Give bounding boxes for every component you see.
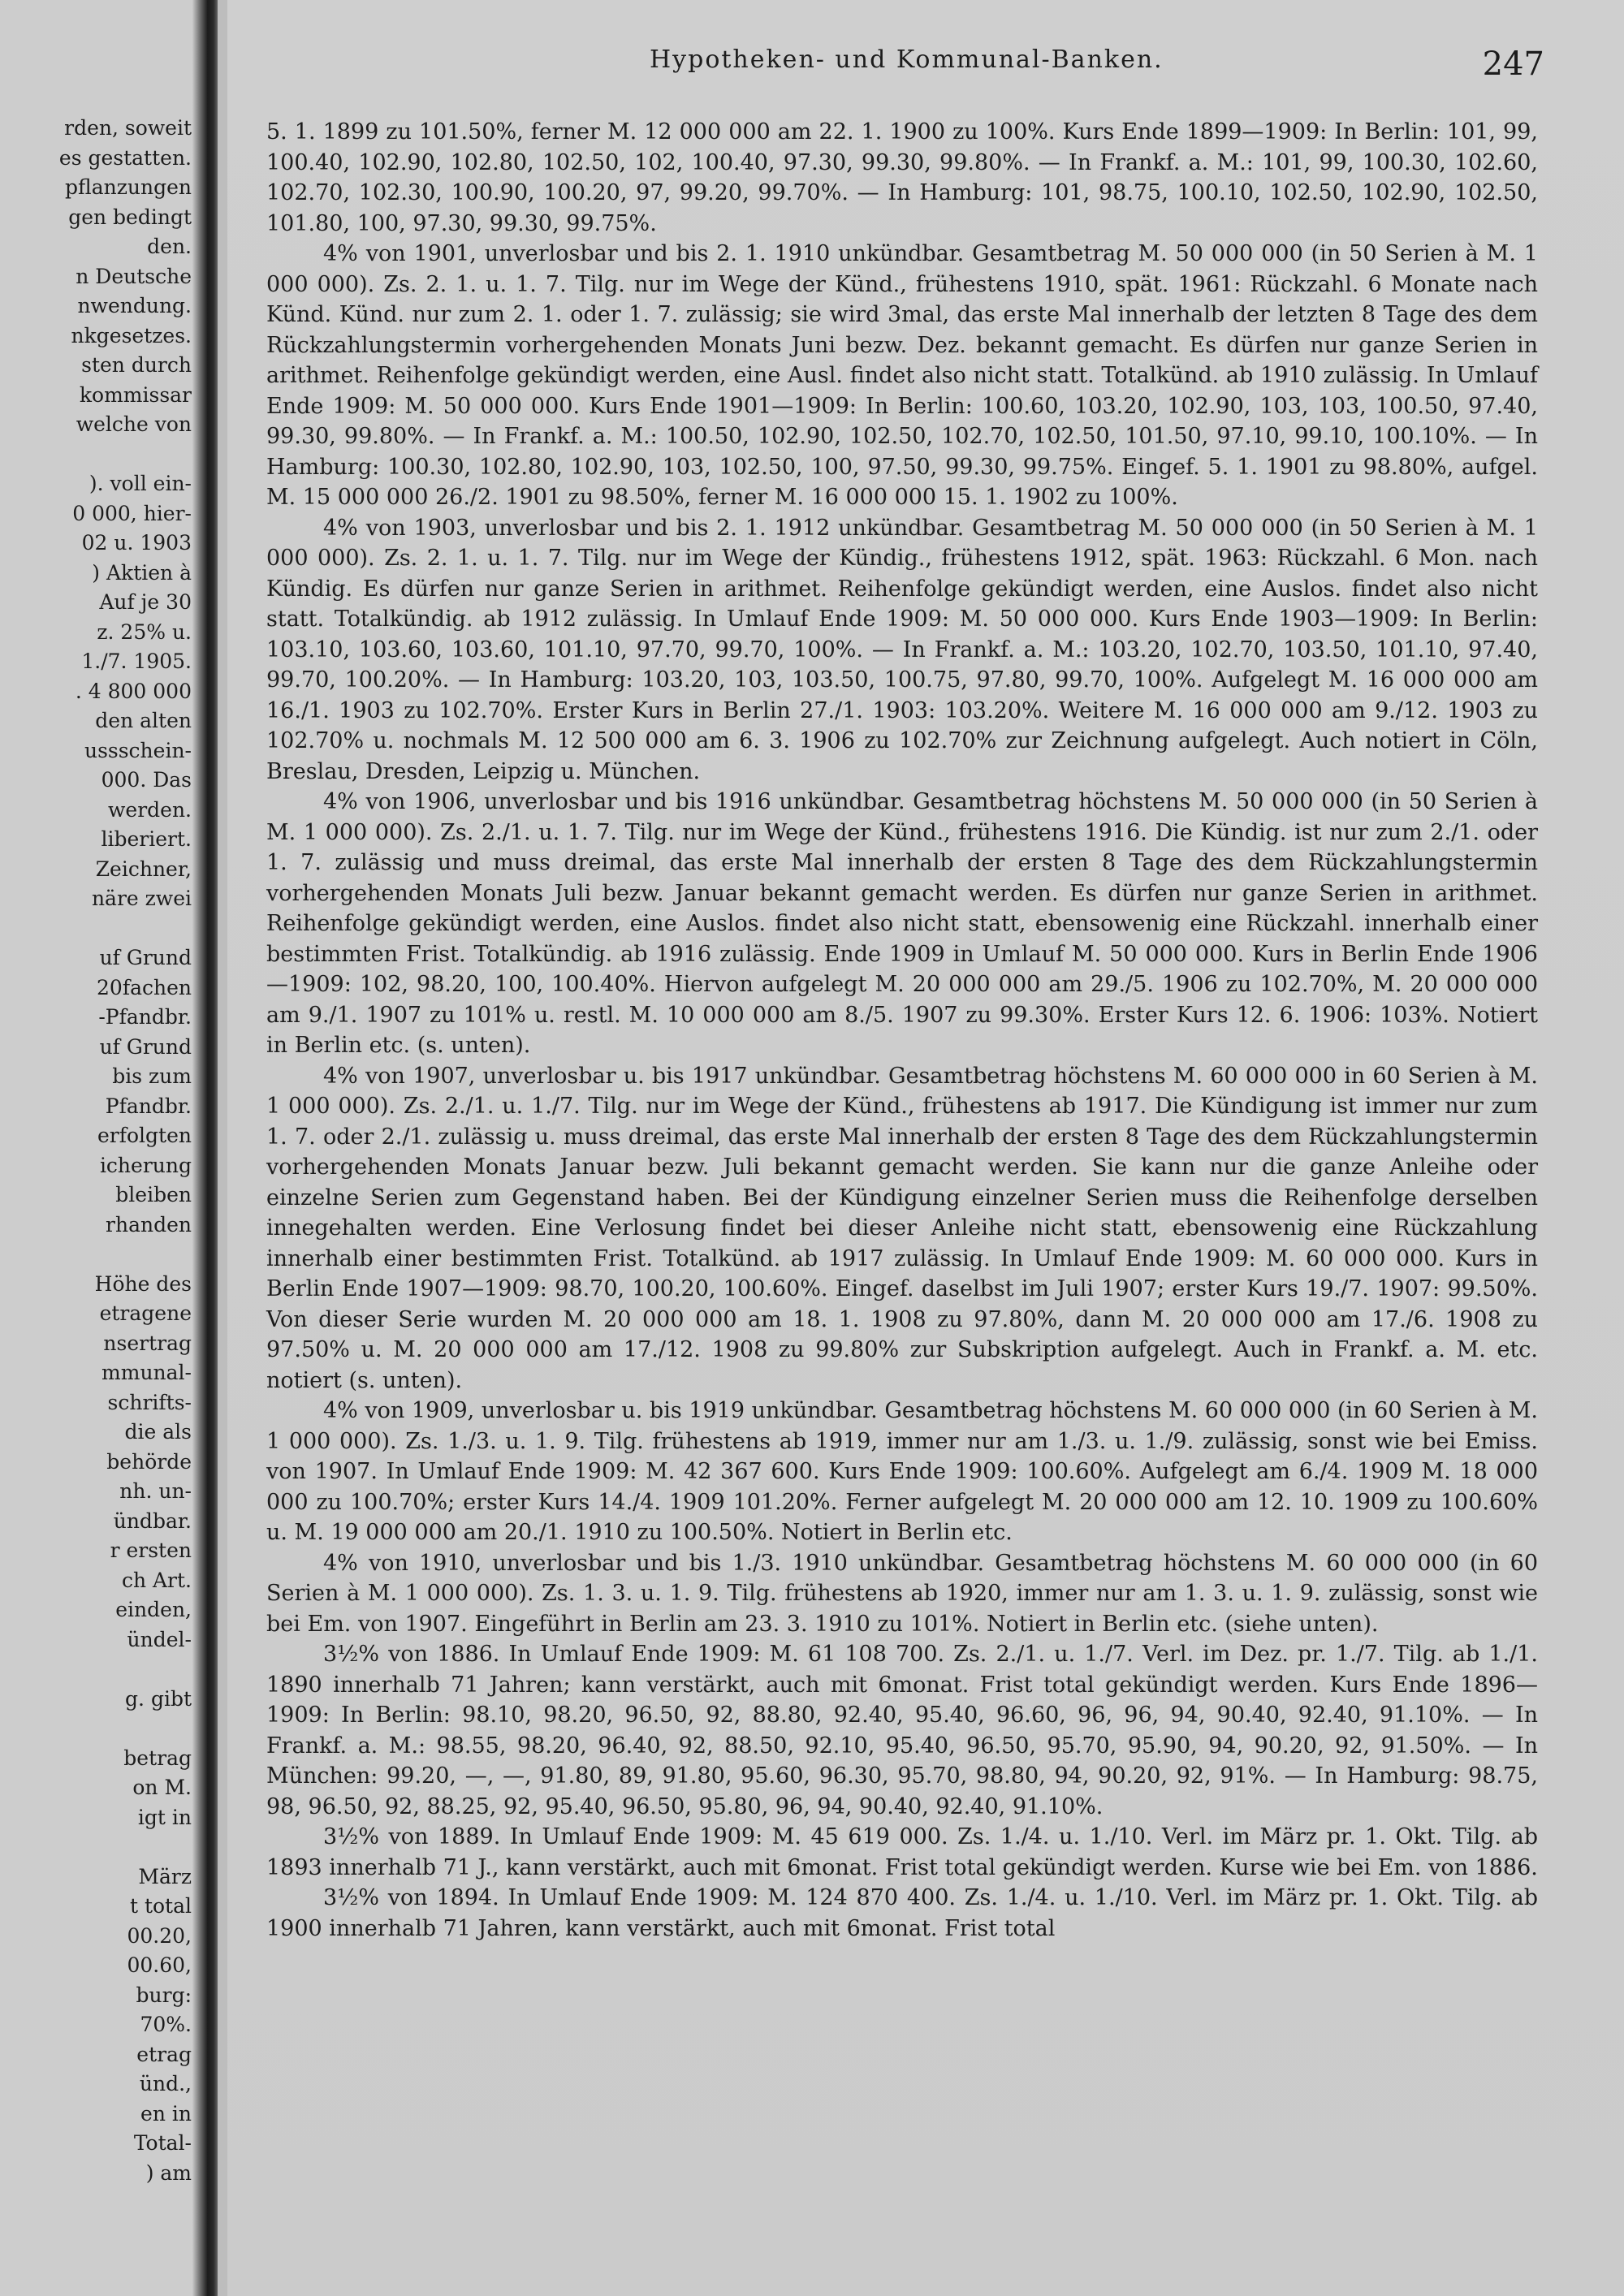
left-margin-line: die als [124,1420,192,1444]
left-margin-line: den. [147,235,192,258]
left-margin-line: bis zum [112,1064,192,1088]
left-margin-line: behörde [106,1449,192,1474]
paragraph: 4% von 1907, unverlosbar u. bis 1917 unkündbar. Gesamtbetrag höchstens M. 60 000 000 in 60 Serien à M. 1 000 000). Zs. 2./1. u. 1./7. Tilg. nur im Wege der Künd., frühestens ab 1917. Die Kündigung ist immer nur zum 1. 7. oder 2./1. zulässig u. muss dreimal, das erste Mal innerhalb der ersten 8 Tage des dem Rückzahlungstermin vorhergehenden Monats Januar bezw. Juli bekannt gemacht werden. Sie kann nur die ganze Anleihe oder einzelne Serien zum Gegenstand haben. Bei der Kündigung einzelner Serien muss die Reihenfolge derselben innegehalten werden. Eine Verlosung findet bei dieser Anleihe nicht statt, ebensowenig eine Rückzahlung innerhalb einer bestimmten Frist. Totalkünd. ab 1917 zulässig. In Umlauf Ende 1909: M. 60 000 000. Kurs in Berlin Ende 1907—1909: 98.70, 100.20, 100.60%. Eingef. daselbst im Juli 1907; erster Kurs 19./7. 1907: 99.50%. Von dieser Serie wurden M. 20 000 000 am 18. 1. 1908 zu 97.80%, dann M. 20 000 000 am 17./6. 1908 zu 97.50% u. M. 20 000 000 am 17./12. 1908 zu 99.80% zur Subskription aufgelegt. Auch in Frankf. a. M. etc. notiert (s. unten). [266,1063,1538,1393]
left-margin-line [0,1714,192,1744]
left-margin-line: ündel- [127,1627,192,1651]
left-margin-line: ündbar. [113,1508,192,1533]
main-page [218,0,1624,2296]
left-margin-line: ünd., [139,2072,192,2095]
paragraph: 4% von 1910, unverlosbar und bis 1./3. 1910 unkündbar. Gesamtbetrag höchstens M. 60 000 000 (in 60 Serien à M. 1 000 000). Zs. 1. 3. u. 1. 9. Tilg. frühestens ab 1920, immer nur am 1. 3. u. 1. 9. zulässig, sonst wie bei Em. von 1907. Eingeführt in Berlin am 23. 3. 1910 zu 101%. Notiert in Berlin etc. (siehe unten). [266,1550,1538,1637]
left-margin-line: 02 u. 1903 [81,531,192,555]
left-margin-line: 0 000, hier- [72,501,192,525]
paragraph: 3½% von 1889. In Umlauf Ende 1909: M. 45 619 000. Zs. 1./4. u. 1./10. Verl. im März pr. 1. Okt. Tilg. ab 1893 innerhalb 71 J., kann verstärkt, auch mit 6monat. Frist total gekündigt werden. Kurse wie bei Em. von 1886. [266,1824,1538,1880]
left-margin-line: es gestatten. [58,145,192,170]
left-margin-line: t total [129,1894,192,1918]
left-margin-line: g. gibt [125,1686,192,1711]
left-margin-line [0,1832,192,1862]
left-margin-line: n Deutsche [76,264,192,288]
left-margin-line: 70%. [140,2013,192,2036]
left-margin-line: März [138,1864,192,1888]
left-margin-line: . 4 800 000 [75,679,192,703]
left-margin-line: bleiben [115,1183,192,1206]
left-margin-line: werden. [108,797,192,822]
left-margin-line: en in [140,2101,192,2126]
left-margin-line: nsertrag [103,1331,192,1355]
left-margin-line: näre zwei [91,887,192,910]
left-page-fragment [0,0,203,2296]
paragraph: 4% von 1901, unverlosbar und bis 2. 1. 1910 unkündbar. Gesamtbetrag M. 50 000 000 (in 50 Serien à M. 1 000 000). Zs. 2. 1. u. 1. 7. Tilg. nur im Wege der Künd., frühestens 1910, spät. 1961: Rückzahl. 6 Monate nach Künd. Künd. nur zum 2. 1. oder 1. 7. zulässig; sie wird 3mal, das erste Mal innerhalb der letzten 8 Tage des dem Rückzahlungstermin vorhergehenden Monats Juni bezw. Dez. bekannt gemacht. Es dürfen nur ganze Serien in arithmet. Reihenfolge gekündigt werden, eine Ausl. findet also nicht statt. Totalkünd. ab 1910 zulässig. In Umlauf Ende 1909: M. 50 000 000. Kurs Ende 1901—1909: In Berlin: 100.60, 103.20, 102.90, 103, 103, 100.50, 97.40, 99.30, 99.80%. — In Frankf. a. M.: 100.50, 102.90, 102.50, 102.70, 102.50, 101.50, 97.10, 99.10, 100.10%. — In Hamburg: 100.30, 102.80, 102.90, 103, 102.50, 100, 97.50, 99.30, 99.75%. Eingef. 5. 1. 1901 zu 98.80%, aufgel. M. 15 000 000 26./2. 1901 zu 98.50%, ferner M. 16 000 000 15. 1. 1902 zu 100%. [266,241,1538,510]
left-margin-line: 00.60, [127,1953,192,1977]
left-margin-line: on M. [132,1776,192,1799]
book-gutter [192,0,221,2296]
left-margin-line: ussschein- [84,738,192,762]
left-margin-line: Höhe des [94,1271,192,1296]
left-margin-line: sten durch [81,353,192,377]
left-margin-line: betrag [123,1746,192,1770]
paragraph: 5. 1. 1899 zu 101.50%, ferner M. 12 000 000 am 22. 1. 1900 zu 100%. Kurs Ende 1899—1909: In Berlin: 101, 99, 100.40, 102.90, 102.80, 102.50, 102, 100.40, 97.30, 99.30, 99.80%. — In Frankf. a. M.: 101, 99, 100.30, 102.60, 102.70, 102.30, 100.90, 100.20, 97, 99.20, 99.70%. — In Hamburg: 101, 98.75, 100.10, 102.50, 102.90, 102.50, 101.80, 100, 97.30, 99.30, 99.75%. [266,119,1538,236]
left-margin-line: uf Grund [99,1034,192,1059]
left-margin-line: rden, soweit [64,116,192,140]
left-margin-line: liberiert. [101,827,192,851]
left-margin-text [0,114,192,2188]
left-margin-line: 20fachen [97,975,192,999]
paragraph: 3½% von 1886. In Umlauf Ende 1909: M. 61 108 700. Zs. 2./1. u. 1./7. Verl. im Dez. pr. 1./7. Tilg. ab 1./1. 1890 innerhalb 71 Jahren; kann verstärkt, auch mit 6monat. Frist total gekündigt werden. Kurs Ende 1896—1909: In Berlin: 98.10, 98.20, 96.50, 92, 88.80, 92.40, 95.40, 96.60, 96, 96, 94, 90.40, 92.40, 91.10%. — In Frankf. a. M.: 98.55, 98.20, 96.40, 92, 88.50, 92.10, 95.40, 96.50, 95.70, 95.90, 94, 90.20, 92, 91.50%. — In München: 99.20, —, —, 91.80, 89, 91.80, 95.60, 96.30, 95.70, 98.80, 94, 90.20, 92, 91%. — In Hamburg: 98.75, 98, 96.50, 92, 88.25, 92, 95.40, 96.50, 95.80, 96, 94, 90.40, 92.40, 91.10%. [266,1642,1538,1819]
left-margin-line [0,1240,192,1270]
left-margin-line: Zeichner, [95,857,192,881]
left-margin-line: ch Art. [121,1568,192,1592]
left-margin-line: igt in [137,1805,192,1829]
left-margin-line: icherung [99,1153,192,1177]
left-margin-line [0,914,192,944]
left-margin-line: etragene [99,1301,192,1325]
paragraph: 4% von 1909, unverlosbar u. bis 1919 unkündbar. Gesamtbetrag höchstens M. 60 000 000 (in 60 Serien à M. 1 000 000). Zs. 1./3. u. 1. 9. Tilg. frühestens ab 1919, immer nur am 1./3. u. 1./9. zulässig, sonst wie bei Emiss. von 1907. In Umlauf Ende 1909: M. 42 367 600. Kurs Ende 1909: 100.60%. Aufgelegt am 6./4. 1909 M. 18 000 000 zu 100.70%; erster Kurs 14./4. 1909 101.20%. Ferner aufgelegt M. 20 000 000 am 12. 10. 1909 zu 100.60% u. M. 19 000 000 am 20./1. 1910 zu 100.50%. Notiert in Berlin etc. [266,1398,1538,1545]
left-margin-line: ) Aktien à [92,560,192,585]
left-margin-line: 1./7. 1905. [81,650,192,673]
left-margin-line: kommissar [79,382,192,407]
paragraph: 3½% von 1894. In Umlauf Ende 1909: M. 124 870 400. Zs. 1./4. u. 1./10. Verl. im März pr. 1. Okt. Tilg. ab 1900 innerhalb 71 Jahren, kann verstärkt, auch mit 6monat. Frist total [266,1885,1538,1941]
left-margin-line: r ersten [110,1539,192,1562]
left-margin-line: nwendung. [77,294,192,317]
left-margin-line: pflanzungen [65,175,192,199]
left-margin-line: Pfandbr. [105,1094,192,1118]
left-margin-line: nkgesetzes. [71,323,192,347]
left-margin-line [0,440,192,470]
paragraph: 4% von 1903, unverlosbar und bis 2. 1. 1912 unkündbar. Gesamtbetrag M. 50 000 000 (in 50 Serien à M. 1 000 000). Zs. 2. 1. u. 1. 7. Tilg. nur im Wege der Kündig., frühestens 1912, spät. 1963: Rückzahl. 6 Mon. nach Kündig. Es dürfen nur ganze Serien in arithmet. Reihenfolge gekündigt werden, eine Auslos. findet also nicht statt. Totalkündig. ab 1912 zulässig. In Umlauf Ende 1909: M. 50 000 000. Kurs Ende 1903—1909: In Berlin: 103.10, 103.60, 103.60, 101.10, 97.70, 99.70, 100%. — In Frankf. a. M.: 103.20, 102.70, 103.50, 101.10, 97.40, 99.70, 100.20%. — In Hamburg: 103.20, 103, 103.50, 100.75, 97.80, 99.70, 100%. Aufgelegt M. 16 000 000 am 16./1. 1903 zu 102.70%. Erster Kurs in Berlin 27./1. 1903: 103.20%. Weitere M. 16 000 000 am 9./12. 1903 zu 102.70% u. nochmals M. 12 500 000 am 6. 3. 1906 zu 102.70% zur Zeichnung aufgelegt. Auch notiert in Cöln, Breslau, Dresden, Leipzig u. München. [266,515,1538,784]
left-margin-line: erfolgten [97,1124,192,1147]
left-margin-line: uf Grund [99,946,192,969]
left-margin-line: z. 25% u. [97,619,192,644]
left-margin-line: den alten [95,709,192,732]
left-margin-line: burg: [136,1983,192,2007]
page-running-head: Hypotheken- und Kommunal-Banken. [650,45,1164,74]
left-margin-line [0,1655,192,1685]
body-text [266,117,1538,1944]
left-margin-line: ) am [145,2160,192,2185]
left-margin-line: nh. un- [119,1479,192,1503]
left-margin-line: welche von [76,412,192,436]
left-margin-line: Auf je 30 [99,590,192,614]
left-margin-line: -Pfandbr. [98,1005,192,1029]
left-margin-line: gen bedingt [68,205,192,229]
left-margin-line: Total- [133,2131,192,2155]
left-margin-line: rhanden [106,1212,192,1236]
left-margin-line: schrifts- [107,1390,192,1414]
left-margin-line: 000. Das [101,768,192,792]
left-margin-line: 00.20, [127,1923,192,1948]
left-margin-line: etrag [136,2042,192,2066]
page-number: 247 [1482,45,1544,83]
left-margin-line: einden, [115,1598,192,1621]
left-margin-line: ). voll ein- [89,472,192,495]
paragraph: 4% von 1906, unverlosbar und bis 1916 unkündbar. Gesamtbetrag höchstens M. 50 000 000 (in 50 Serien à M. 1 000 000). Zs. 2./1. u. 1. 7. Tilg. nur im Wege der Künd., frühestens 1916. Die Kündig. ist nur zum 2./1. oder 1. 7. zulässig und muss dreimal, das erste Mal innerhalb der ersten 8 Tage des dem Rückzahlungstermin vorhergehenden Monats Juli bezw. Januar bekannt gemacht werden. Es dürfen nur ganze Serien in arithmet. Reihenfolge gekündigt werden, eine Auslos. findet also nicht statt, ebensowenig eine Rückzahl. innerhalb einer bestimmten Frist. Totalkündig. ab 1916 zulässig. Ende 1909 in Umlauf M. 50 000 000. Kurs in Berlin Ende 1906—1909: 102, 98.20, 100, 100.40%. Hiervon aufgelegt M. 20 000 000 am 29./5. 1906 zu 102.70%, M. 20 000 000 am 9./1. 1907 zu 101% u. restl. M. 10 000 000 am 8./5. 1907 zu 99.30%. Erster Kurs 12. 6. 1906: 103%. Notiert in Berlin etc. (s. unten). [266,789,1538,1058]
left-margin-line: mmunal- [102,1361,192,1384]
